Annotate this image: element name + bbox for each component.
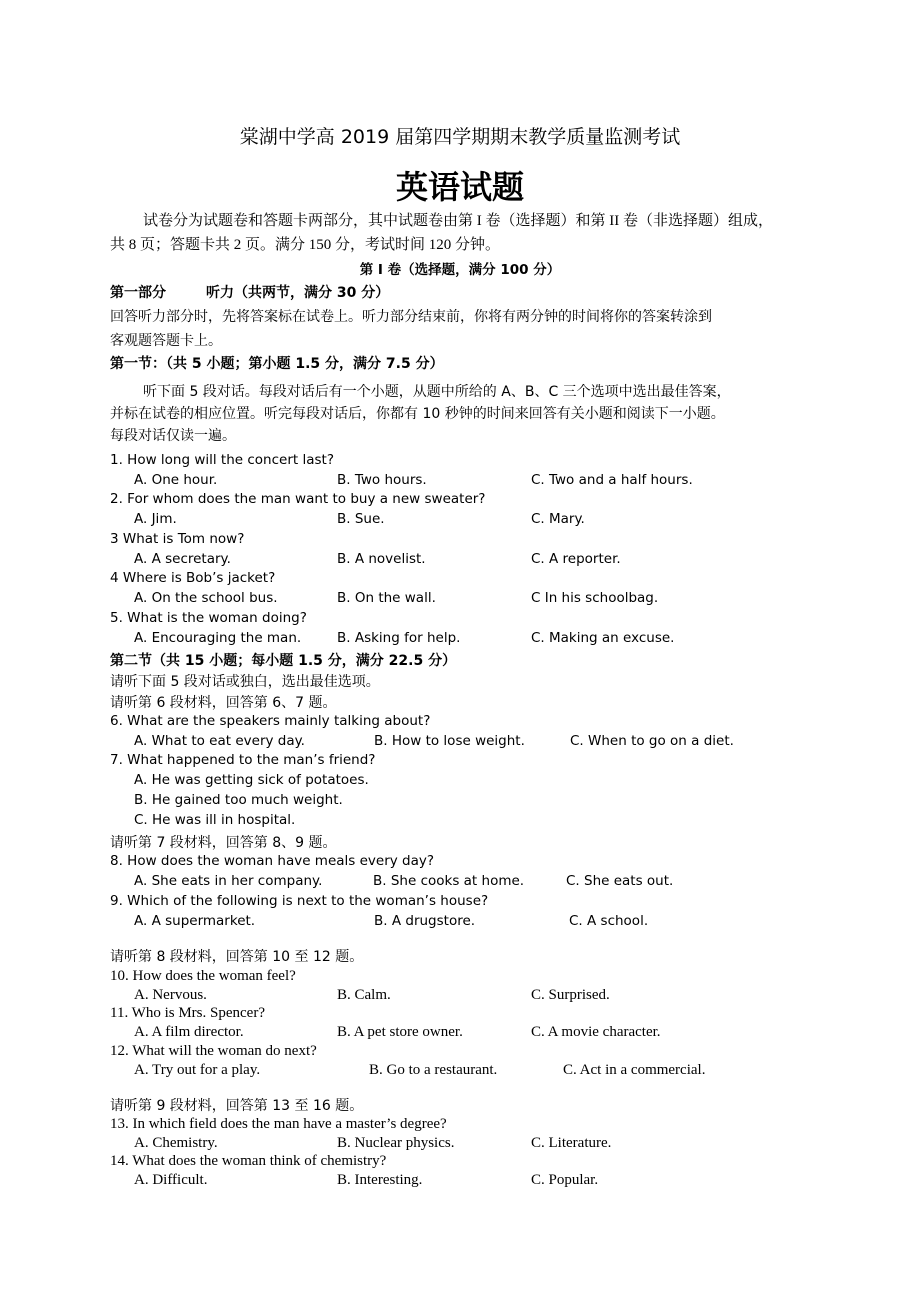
option-4c: C In his schoolbag. bbox=[531, 590, 659, 606]
option-14c: C. Popular. bbox=[531, 1172, 599, 1188]
option-10c: C. Surprised. bbox=[531, 987, 610, 1003]
option-1b: B. Two hours. bbox=[337, 472, 427, 488]
question-3: 3 What is Tom now? bbox=[110, 531, 245, 547]
option-12a: A. Try out for a play. bbox=[134, 1062, 261, 1078]
option-10b: B. Calm. bbox=[337, 987, 391, 1003]
option-13a: A. Chemistry. bbox=[134, 1135, 218, 1151]
question-9: 9. Which of the following is next to the woman’s house? bbox=[110, 893, 489, 909]
intro-line-2: 共 8 页；答题卡共 2 页。满分 150 分，考试时间 120 分钟。 bbox=[110, 237, 501, 253]
option-11c: C. A movie character. bbox=[531, 1024, 661, 1040]
option-8a: A. She eats in her company. bbox=[134, 873, 323, 889]
option-2c: C. Mary. bbox=[531, 511, 585, 527]
option-9c: C. A school. bbox=[569, 913, 649, 929]
option-5a: A. Encouraging the man. bbox=[134, 630, 302, 646]
question-8: 8. How does the woman have meals every day? bbox=[110, 853, 435, 869]
option-13b: B. Nuclear physics. bbox=[337, 1135, 455, 1151]
option-9a: A. A supermarket. bbox=[134, 913, 256, 929]
section1-instr-line-1: 听下面 5 段对话。每段对话后有一个小题，从题中所给的 A、B、C 三个选项中选出最佳答案， bbox=[143, 384, 731, 400]
option-5c: C. Making an excuse. bbox=[531, 630, 675, 646]
section2-instr: 请听下面 5 段对话或独白，选出最佳选项。 bbox=[110, 674, 380, 690]
section1-heading: 第一节：（共 5 小题；第小题 1.5 分，满分 7.5 分） bbox=[110, 356, 444, 372]
option-4b: B. On the wall. bbox=[337, 590, 436, 606]
option-11b: B. A pet store owner. bbox=[337, 1024, 463, 1040]
exam-title: 棠湖中学高 2019 届第四学期期末教学质量监测考试 bbox=[239, 126, 681, 148]
material-8-note: 请听第 8 段材料，回答第 10 至 12 题。 bbox=[110, 949, 364, 965]
option-4a: A. On the school bus. bbox=[134, 590, 278, 606]
question-10: 10. How does the woman feel? bbox=[110, 968, 296, 984]
option-10a: A. Nervous. bbox=[134, 987, 207, 1003]
option-12c: C. Act in a commercial. bbox=[563, 1062, 706, 1078]
option-5b: B. Asking for help. bbox=[337, 630, 461, 646]
material-7-note: 请听第 7 段材料，回答第 8、9 题。 bbox=[110, 835, 337, 851]
option-8b: B. She cooks at home. bbox=[373, 873, 525, 889]
question-13: 13. In which field does the man have a master’s degree? bbox=[110, 1116, 447, 1132]
part1-heading-text: 听力（共两节，满分 30 分） bbox=[206, 285, 390, 301]
option-3c: C. A reporter. bbox=[531, 551, 621, 567]
part1-instr-line-1: 回答听力部分时，先将答案标在试卷上。听力部分结束前，你将有两分钟的时间将你的答案转涂到 bbox=[110, 309, 712, 325]
question-14: 14. What does the woman think of chemistry? bbox=[110, 1153, 387, 1169]
question-4: 4 Where is Bob’s jacket? bbox=[110, 570, 276, 586]
question-5: 5. What is the woman doing? bbox=[110, 610, 307, 626]
part1-instr-line-2: 客观题答题卡上。 bbox=[110, 333, 222, 349]
intro-line-1: 试卷分为试题卷和答题卡两部分，其中试题卷由第 I 卷（选择题）和第 II 卷（非选择题）组成， bbox=[143, 213, 773, 229]
part1-heading-label: 第一部分 bbox=[110, 285, 166, 301]
option-14a: A. Difficult. bbox=[134, 1172, 208, 1188]
section1-instr-line-3: 每段对话仅读一遍。 bbox=[110, 428, 236, 444]
question-6: 6. What are the speakers mainly talking about? bbox=[110, 713, 431, 729]
question-12: 12. What will the woman do next? bbox=[110, 1043, 317, 1059]
section2-heading: 第二节（共 15 小题；每小题 1.5 分，满分 22.5 分） bbox=[110, 653, 457, 669]
question-7: 7. What happened to the man’s friend? bbox=[110, 752, 376, 768]
option-11a: A. A film director. bbox=[134, 1024, 244, 1040]
option-1c: C. Two and a half hours. bbox=[531, 472, 693, 488]
volume1-heading: 第 I 卷（选择题，满分 100 分） bbox=[359, 262, 561, 278]
subject-title: 英语试题 bbox=[395, 168, 524, 206]
option-1a: A. One hour. bbox=[134, 472, 218, 488]
option-2a: A. Jim. bbox=[134, 511, 177, 527]
section1-instr-line-2: 并标在试卷的相应位置。听完每段对话后，你都有 10 秒钟的时间来回答有关小题和阅读下一小题。 bbox=[110, 406, 725, 422]
option-13c: C. Literature. bbox=[531, 1135, 612, 1151]
option-14b: B. Interesting. bbox=[337, 1172, 423, 1188]
question-2: 2. For whom does the man want to buy a new sweater? bbox=[110, 491, 486, 507]
option-9b: B. A drugstore. bbox=[374, 913, 476, 929]
question-11: 11. Who is Mrs. Spencer? bbox=[110, 1005, 265, 1021]
option-8c: C. She eats out. bbox=[566, 873, 674, 889]
option-7b: B. He gained too much weight. bbox=[134, 792, 343, 808]
material-9-note: 请听第 9 段材料，回答第 13 至 16 题。 bbox=[110, 1098, 364, 1114]
option-6c: C. When to go on a diet. bbox=[570, 733, 734, 749]
material-6-note: 请听第 6 段材料，回答第 6、7 题。 bbox=[110, 695, 337, 711]
option-2b: B. Sue. bbox=[337, 511, 385, 527]
option-7a: A. He was getting sick of potatoes. bbox=[134, 772, 369, 788]
option-3b: B. A novelist. bbox=[337, 551, 426, 567]
option-12b: B. Go to a restaurant. bbox=[369, 1062, 498, 1078]
option-7c: C. He was ill in hospital. bbox=[134, 812, 296, 828]
option-3a: A. A secretary. bbox=[134, 551, 231, 567]
question-1: 1. How long will the concert last? bbox=[110, 452, 334, 468]
option-6b: B. How to lose weight. bbox=[374, 733, 525, 749]
option-6a: A. What to eat every day. bbox=[134, 733, 305, 749]
